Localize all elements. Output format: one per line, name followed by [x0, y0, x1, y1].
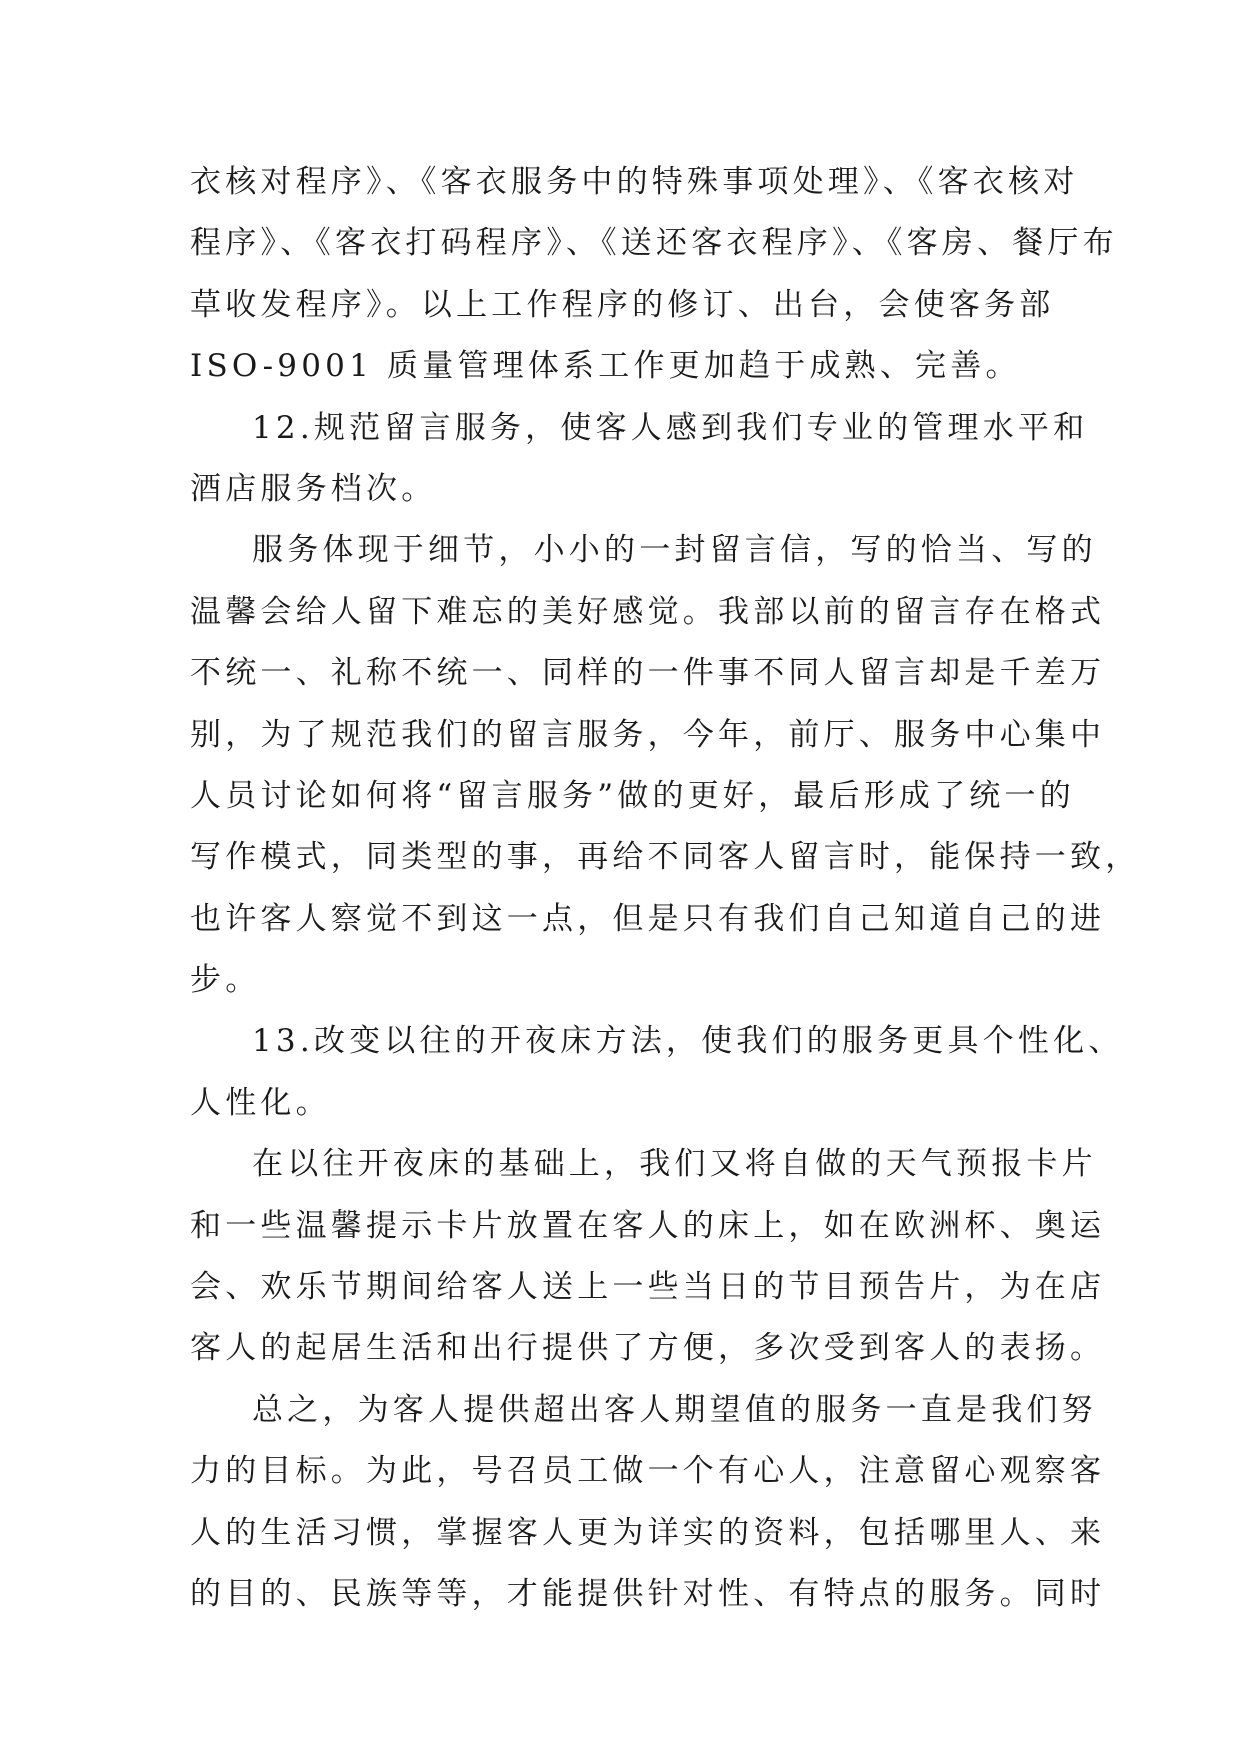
section-heading-line: 12.规范留言服务，使客人感到我们专业的管理水平和 [252, 409, 1089, 446]
text-line: 会、欢乐节期间给客人送上一些当日的节目预告片，为在店 [190, 1269, 1106, 1306]
text-line: 客人的起居生活和出行提供了方便，多次受到客人的表扬。 [190, 1330, 1106, 1367]
document-body [190, 152, 1141, 1625]
text-line: 别，为了规范我们的留言服务，今年，前厅、服务中心集中 [190, 716, 1106, 753]
text-line: 写作模式，同类型的事，再给不同客人留言时，能保持一致， [190, 839, 1141, 876]
paragraph-first-line: 服务体现于细节，小小的一封留言信，写的恰当、写的 [252, 532, 1097, 569]
text-line: 温馨会给人留下难忘的美好感觉。我部以前的留言存在格式 [190, 593, 1106, 630]
text-line: 人员讨论如何将“留言服务”做的更好，最后形成了统一的 [190, 777, 1075, 814]
text-line: 的目的、民族等等，才能提供针对性、有特点的服务。同时 [190, 1575, 1106, 1612]
paragraph-first-line: 在以往开夜床的基础上，我们又将自做的天气预报卡片 [252, 1146, 1097, 1183]
text-line: 和一些温馨提示卡片放置在客人的床上，如在欧洲杯、奥运 [190, 1207, 1106, 1244]
text-line: 步。 [190, 962, 261, 999]
text-line: 人性化。 [190, 1084, 331, 1121]
text-line: 力的目标。为此，号召员工做一个有心人，注意留心观察客 [190, 1453, 1106, 1490]
section-heading-line: 13.改变以往的开夜床方法，使我们的服务更具个性化、 [252, 1023, 1124, 1060]
text-line: 草收发程序》。以上工作程序的修订、出台，会使客务部 [190, 286, 1055, 323]
text-line: ISO-9001 质量管理体系工作更加趋于成熟、完善。 [190, 348, 1021, 385]
text-line: 酒店服务档次。 [190, 470, 437, 507]
paragraph-first-line: 总之，为客人提供超出客人期望值的服务一直是我们努 [252, 1391, 1097, 1428]
text-line: 也许客人察觉不到这一点，但是只有我们自己知道自己的进 [190, 900, 1106, 937]
text-line: 衣核对程序》、《客衣服务中的特殊事项处理》、《客衣核对 [190, 164, 1079, 200]
text-line: 人的生活习惯，掌握客人更为详实的资料，包括哪里人、来 [190, 1514, 1106, 1551]
text-line: 不统一、礼称不统一、同样的一件事不同人留言却是千差万 [190, 655, 1106, 692]
text-line: 程序》、《客衣打码程序》、《送还客衣程序》、《客房、餐厅布 [190, 225, 1118, 262]
